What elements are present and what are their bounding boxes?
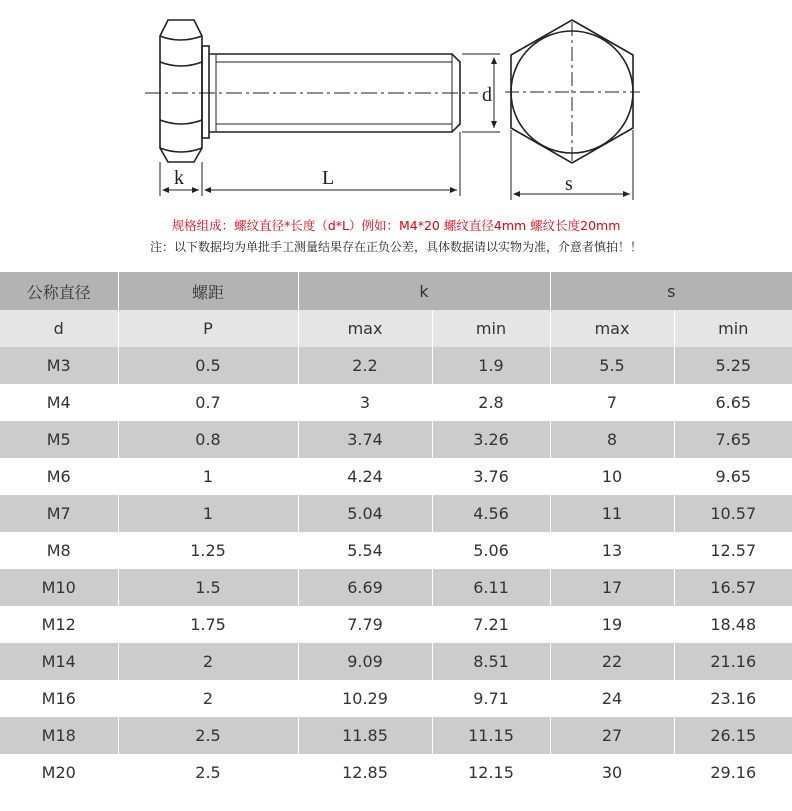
bolt-end-view bbox=[505, 20, 640, 163]
cell-s-min: 12.57 bbox=[674, 532, 792, 569]
bolt-technical-drawing bbox=[0, 0, 792, 212]
cell-s-max: 19 bbox=[550, 606, 674, 643]
cell-pitch: 2 bbox=[118, 643, 298, 680]
cell-k-min: 12.15 bbox=[432, 754, 550, 791]
cell-k-min: 4.56 bbox=[432, 495, 550, 532]
cell-s-min: 6.65 bbox=[674, 384, 792, 421]
header-s: s bbox=[550, 272, 792, 310]
dimension-L-label: L bbox=[322, 167, 335, 189]
cell-k-max: 4.24 bbox=[298, 458, 432, 495]
subheader-k-max: max bbox=[298, 310, 432, 347]
cell-s-min: 9.65 bbox=[674, 458, 792, 495]
header-nominal-diameter: 公称直径 bbox=[0, 272, 118, 310]
cell-s-max: 27 bbox=[550, 717, 674, 754]
cell-s-max: 10 bbox=[550, 458, 674, 495]
table-row bbox=[0, 717, 792, 754]
table-row bbox=[0, 384, 792, 421]
cell-pitch: 1.75 bbox=[118, 606, 298, 643]
cell-k-max: 12.85 bbox=[298, 754, 432, 791]
bolt-drawing-section bbox=[0, 0, 792, 272]
cell-k-min: 5.06 bbox=[432, 532, 550, 569]
cell-d: M12 bbox=[0, 606, 118, 643]
subheader-k-min: min bbox=[432, 310, 550, 347]
cell-s-min: 16.57 bbox=[674, 569, 792, 606]
dimension-k-L bbox=[160, 132, 460, 196]
cell-s-max: 22 bbox=[550, 643, 674, 680]
cell-s-max: 11 bbox=[550, 495, 674, 532]
cell-d: M5 bbox=[0, 421, 118, 458]
table-header-row-2 bbox=[0, 310, 792, 347]
bolt-side-view bbox=[160, 20, 460, 162]
cell-k-min: 3.76 bbox=[432, 458, 550, 495]
cell-k-min: 3.26 bbox=[432, 421, 550, 458]
dimension-d-label: d bbox=[482, 84, 492, 106]
subheader-d: d bbox=[0, 310, 118, 347]
cell-d: M7 bbox=[0, 495, 118, 532]
table-row bbox=[0, 458, 792, 495]
cell-d: M8 bbox=[0, 532, 118, 569]
cell-pitch: 1.25 bbox=[118, 532, 298, 569]
cell-pitch: 1 bbox=[118, 495, 298, 532]
cell-k-max: 7.79 bbox=[298, 606, 432, 643]
table-row bbox=[0, 606, 792, 643]
cell-pitch: 1.5 bbox=[118, 569, 298, 606]
cell-s-min: 21.16 bbox=[674, 643, 792, 680]
header-k: k bbox=[298, 272, 550, 310]
subheader-s-max: max bbox=[550, 310, 674, 347]
cell-pitch: 2.5 bbox=[118, 754, 298, 791]
cell-s-max: 8 bbox=[550, 421, 674, 458]
cell-s-max: 30 bbox=[550, 754, 674, 791]
cell-k-max: 9.09 bbox=[298, 643, 432, 680]
cell-pitch: 1 bbox=[118, 458, 298, 495]
cell-d: M16 bbox=[0, 680, 118, 717]
cell-s-max: 5.5 bbox=[550, 347, 674, 384]
cell-k-min: 7.21 bbox=[432, 606, 550, 643]
cell-d: M14 bbox=[0, 643, 118, 680]
cell-s-min: 26.15 bbox=[674, 717, 792, 754]
cell-k-min: 1.9 bbox=[432, 347, 550, 384]
table-row bbox=[0, 347, 792, 384]
cell-k-max: 3 bbox=[298, 384, 432, 421]
cell-s-max: 24 bbox=[550, 680, 674, 717]
cell-k-max: 2.2 bbox=[298, 347, 432, 384]
cell-d: M20 bbox=[0, 754, 118, 791]
cell-k-min: 6.11 bbox=[432, 569, 550, 606]
dimension-k-label: k bbox=[174, 167, 184, 189]
table-row bbox=[0, 532, 792, 569]
dimension-s-label: s bbox=[565, 173, 573, 195]
cell-s-min: 10.57 bbox=[674, 495, 792, 532]
cell-k-max: 5.04 bbox=[298, 495, 432, 532]
cell-k-min: 2.8 bbox=[432, 384, 550, 421]
cell-pitch: 0.8 bbox=[118, 421, 298, 458]
cell-s-min: 18.48 bbox=[674, 606, 792, 643]
table-row bbox=[0, 754, 792, 791]
cell-d: M3 bbox=[0, 347, 118, 384]
bolt-spec-table bbox=[0, 272, 792, 791]
cell-s-min: 7.65 bbox=[674, 421, 792, 458]
cell-d: M18 bbox=[0, 717, 118, 754]
cell-k-max: 5.54 bbox=[298, 532, 432, 569]
table-row bbox=[0, 680, 792, 717]
spec-caption: 规格组成：螺纹直径*长度（d*L）例如：M4*20 螺纹直径4mm 螺纹长度20mm bbox=[171, 218, 621, 233]
cell-pitch: 2 bbox=[118, 680, 298, 717]
cell-d: M10 bbox=[0, 569, 118, 606]
cell-d: M4 bbox=[0, 384, 118, 421]
cell-k-min: 11.15 bbox=[432, 717, 550, 754]
cell-k-max: 6.69 bbox=[298, 569, 432, 606]
cell-s-min: 29.16 bbox=[674, 754, 792, 791]
cell-s-min: 23.16 bbox=[674, 680, 792, 717]
table-row bbox=[0, 421, 792, 458]
cell-pitch: 0.7 bbox=[118, 384, 298, 421]
cell-s-max: 17 bbox=[550, 569, 674, 606]
cell-d: M6 bbox=[0, 458, 118, 495]
cell-k-max: 10.29 bbox=[298, 680, 432, 717]
subheader-s-min: min bbox=[674, 310, 792, 347]
cell-k-min: 9.71 bbox=[432, 680, 550, 717]
cell-pitch: 2.5 bbox=[118, 717, 298, 754]
subheader-p: P bbox=[118, 310, 298, 347]
cell-k-max: 11.85 bbox=[298, 717, 432, 754]
cell-k-min: 8.51 bbox=[432, 643, 550, 680]
header-pitch: 螺距 bbox=[118, 272, 298, 310]
cell-s-max: 7 bbox=[550, 384, 674, 421]
cell-pitch: 0.5 bbox=[118, 347, 298, 384]
table-header-row-1 bbox=[0, 272, 792, 310]
table-row bbox=[0, 495, 792, 532]
table-row bbox=[0, 643, 792, 680]
disclaimer-note: 注：以下数据均为单批手工测量结果存在正负公差，具体数据请以实物为准，介意者慎拍！！ bbox=[149, 240, 642, 254]
table-row bbox=[0, 569, 792, 606]
cell-s-min: 5.25 bbox=[674, 347, 792, 384]
cell-k-max: 3.74 bbox=[298, 421, 432, 458]
cell-s-max: 13 bbox=[550, 532, 674, 569]
dimension-d bbox=[462, 54, 500, 132]
